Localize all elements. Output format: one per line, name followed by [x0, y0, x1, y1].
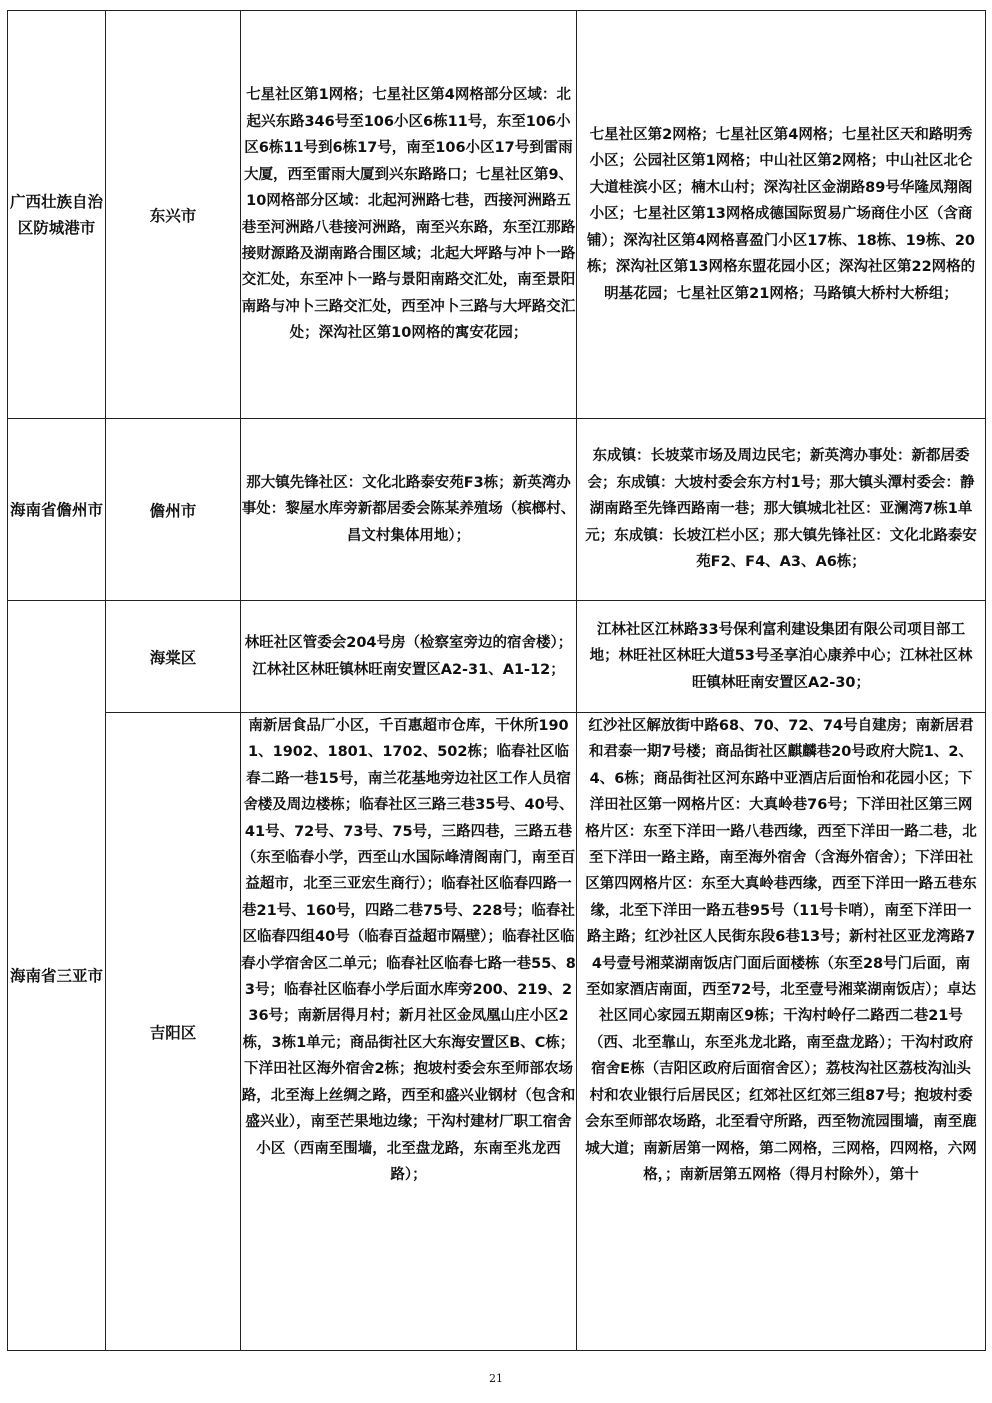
district-cell: 儋州市: [106, 419, 241, 601]
district-cell: 海棠区: [106, 601, 241, 713]
district-cell: 东兴市: [106, 11, 241, 419]
area-table: [7, 10, 986, 1351]
high-risk-area-cell: 南新居食品厂小区，千百惠超市仓库，干休所1901、1902、1801、1702、502栋；临春社区临春二路一巷15号，南兰花基地旁边社区工作人员宿舍楼及周边楼栋；临春社区三路三巷35号、40号、41号、72号、73号、75号，三路四巷，三路五巷（东至临春小学，西至山水国际峰清阁南门，南至百益超市，北至三亚宏生商行）；临春社区临春四路一巷21号、160号，四路二巷75号、228号；临春社区临春四组40号（临春百益超市隔壁）；临春社区临春小学宿舍区二单元；临春社区临春七路一巷55、83号；临春社区临春小学后面水库旁200、219、236号；南新居得月村；新月社区金凤凰山庄小区2栋，3栋1单元；商品街社区大东海安置区B、C栋；下洋田社区海外宿舍2栋；抱坡村委会东至师部农场路，北至海上丝绸之路，西至和盛兴业钢材（包含和盛兴业），南至芒果地边缘；干沟村建材厂职工宿舍小区（西南至围墙，北至盘龙路，东南至兆龙西路）；: [241, 713, 577, 1351]
medium-risk-area-cell: 东成镇：长坡菜市场及周边民宅；新英湾办事处：新都居委会；东成镇：大坡村委会东方村1号；那大镇头潭村委会：静湖南路至先锋西路南一巷；那大镇城北社区：亚澜湾7栋1单元；东成镇：长坡江栏小区；那大镇先锋社区：文化北路泰安苑F2、F4、A3、A6栋；: [577, 419, 986, 601]
table-row: [8, 601, 986, 713]
medium-risk-area-cell: 红沙社区解放街中路68、70、72、74号自建房；南新居君和君泰一期7号楼；商品街社区麒麟巷20号政府大院1、2、4、6栋；商品街社区河东路中亚酒店后面怡和花园小区；下洋田社区第一网格片区：大真岭巷76号；下洋田社区第三网格片区：东至下洋田一路八巷西缘，西至下洋田一路二巷，北至下洋田一路主路，南至海外宿舍（含海外宿舍）；下洋田社区第四网格片区：东至大真岭巷西缘，西至下洋田一路五巷东缘，北至下洋田一路五巷95号（11号卡哨），南至下洋田一路主路；红沙社区人民街东段6巷13号；新村社区亚龙湾路74号壹号湘菜湖南饭店门面后面楼栋（东至28号门后面，南至如家酒店南面，西至72号，北至壹号湘菜湖南饭店）；卓达社区同心家园五期南区9栋；干沟村岭仔二路西二巷21号（西、北至靠山，东至兆龙北路，南至盘龙路）；干沟村政府宿舍E栋（吉阳区政府后面宿舍区）；荔枝沟社区荔枝沟汕头村和农业银行后居民区；红郊社区红郊三组87号；抱坡村委会东至师部农场路，北至看守所路，西至物流园围墙，南至鹿城大道；南新居第一网格，第二网格，三网格，四网格，六网格，；南新居第五网格（得月村除外），第十: [577, 713, 986, 1351]
table-row: [8, 713, 986, 1351]
high-risk-area-cell: 七星社区第1网格；七星社区第4网格部分区域：北起兴东路346号至106小区6栋11号，东至106小区6栋11号到6栋17号，南至106小区17号到雷雨大厦，西至雷雨大厦到兴东路路口；七星社区第9、10网格部分区域：北起河洲路七巷，西接河洲路五巷至河洲路八巷接河洲路，南至兴东路，东至江那路接财源路及湖南路合围区域；北起大坪路与冲卜一路交汇处，东至冲卜一路与景阳南路交汇处，南至景阳南路与冲卜三路交汇处，西至冲卜三路与大坪路交汇处；深沟社区第10网格的寓安花园；: [241, 11, 577, 419]
medium-risk-area-cell: 江林社区江林路33号保利富利建设集团有限公司项目部工地；林旺社区林旺大道53号圣享泊心康养中心；江林社区林旺镇林旺南安置区A2-30；: [577, 601, 986, 713]
province-cell: 海南省三亚市: [8, 601, 106, 1351]
page-number: 21: [489, 1372, 503, 1385]
high-risk-area-cell: 林旺社区管委会204号房（检察室旁边的宿舍楼）；江林社区林旺镇林旺南安置区A2-31、A1-12；: [241, 601, 577, 713]
table-row: [8, 11, 986, 419]
district-cell: 吉阳区: [106, 713, 241, 1351]
table-row: [8, 419, 986, 601]
medium-risk-area-cell: 七星社区第2网格；七星社区第4网格；七星社区天和路明秀小区；公园社区第1网格；中山社区第2网格；中山社区北仑大道桂滨小区；楠木山村；深沟社区金湖路89号华隆凤翔阁小区；七星社区第13网格成德国际贸易广场商住小区（含商铺）；深沟社区第4网格喜盈门小区17栋、18栋、19栋、20栋；深沟社区第13网格东盟花园小区；深沟社区第22网格的明基花园；七星社区第21网格；马路镇大桥村大桥组；: [577, 11, 986, 419]
high-risk-area-cell: 那大镇先锋社区：文化北路泰安苑F3栋；新英湾办事处：黎屋水库旁新都居委会陈某养殖场（槟榔村、昌文村集体用地）；: [241, 419, 577, 601]
province-cell: 海南省儋州市: [8, 419, 106, 601]
province-cell: 广西壮族自治区防城港市: [8, 11, 106, 419]
